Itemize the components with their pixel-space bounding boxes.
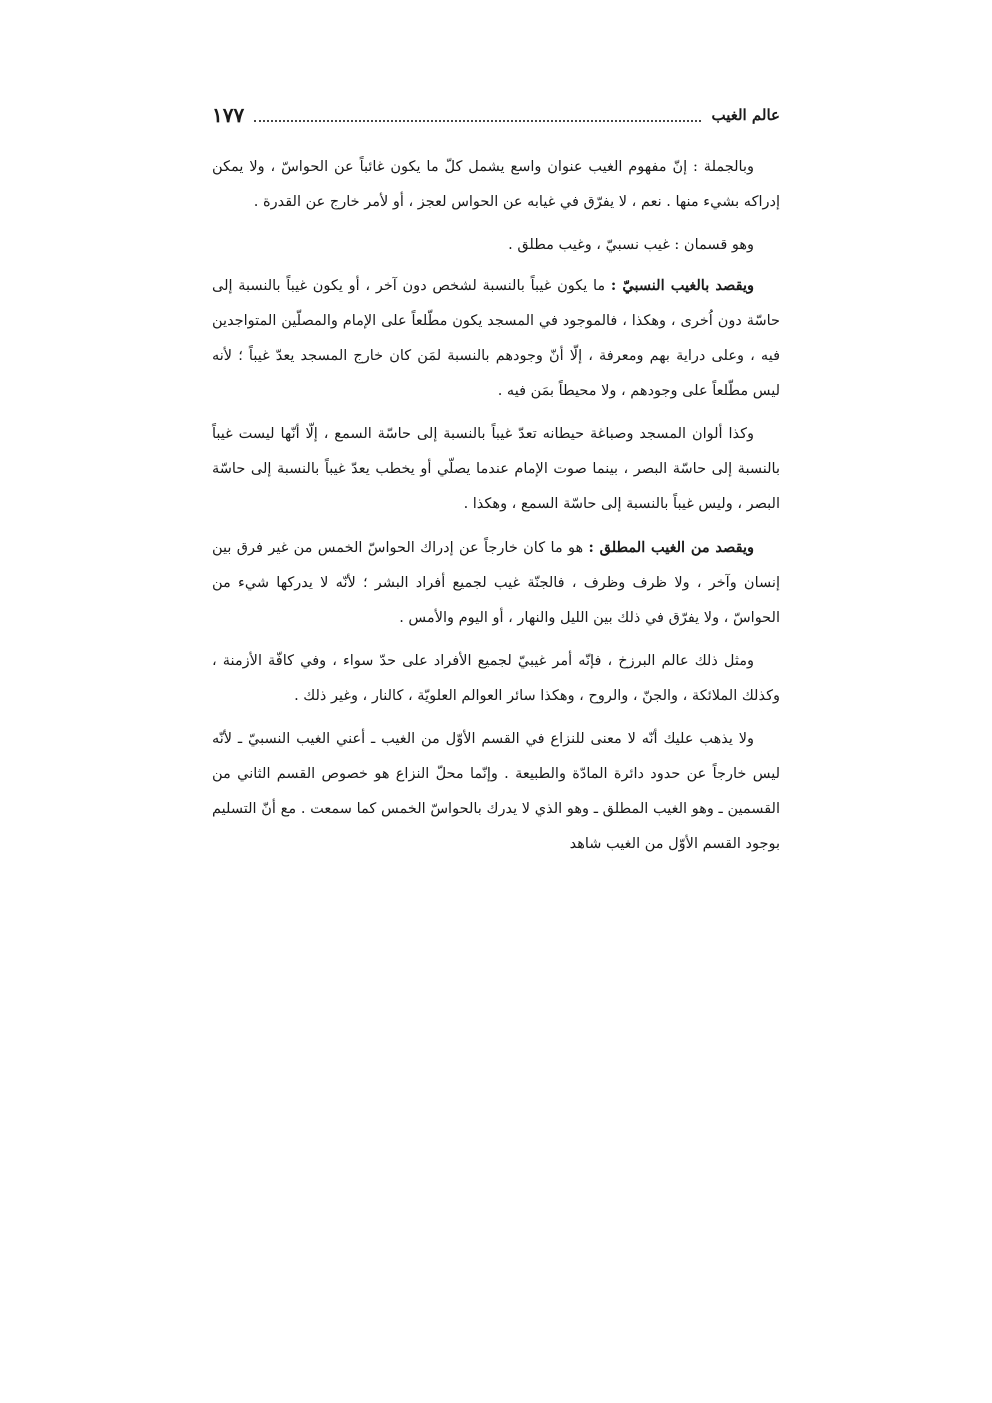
paragraph-lead: ويقصد بالغيب النسبيّ : bbox=[610, 277, 754, 294]
leader-dots bbox=[254, 108, 701, 122]
paragraph-text: ولا يذهب عليك أنّه لا معنى للنزاع في القسم الأوّل من الغيب ـ أعني الغيب النسبيّ ـ لأنّه ليس خارجاً عن حدود دائرة المادّة والطبيعة . وإنّما محلّ النزاع هو خصوص القسم الثاني من القسمين ـ وهو الغيب المطلق ـ وهو الذي لا يدرك بالحواسّ الخمس كما سمعت . مع أنّ التسليم بوجود القسم الأوّل من الغيب شاهد bbox=[212, 731, 780, 852]
paragraph bbox=[212, 417, 780, 522]
paragraph-text: وبالجملة : إنّ مفهوم الغيب عنوان واسع يشمل كلّ ما يكون غائباً عن الحواسّ ، ولا يمكن إدراكه بشيء منها . نعم ، لا يفرّق في غيابه عن الحواس لعجز ، أو لأمر خارج عن القدرة . bbox=[212, 159, 780, 210]
paragraph-text: هو ما كان خارجاً عن إدراك الحواسّ الخمس من غير فرق بين إنسان وآخر ، ولا ظرف وظرف ، فالجنّة غيب لجميع أفراد البشر ؛ لأنّه لا يدركها شيء من الحواسّ ، ولا يفرّق في ذلك بين الليل والنهار ، أو اليوم والأمس . bbox=[212, 540, 780, 626]
paragraph bbox=[212, 530, 780, 636]
paragraph-text: وهو قسمان : غيب نسبيّ ، وغيب مطلق . bbox=[508, 237, 754, 253]
paragraph-text: ومثل ذلك عالم البرزخ ، فإنّه أمر غيبيّ لجميع الأفراد على حدّ سواء ، وفي كافّة الأزمنة ، وكذلك الملائكة ، والجنّ ، والروح ، وهكذا سائر العوالم العلويّة ، كالنار ، وغير ذلك . bbox=[212, 653, 780, 704]
running-header bbox=[212, 100, 780, 130]
paragraph bbox=[212, 644, 780, 714]
paragraph bbox=[212, 150, 780, 220]
paragraph bbox=[212, 228, 780, 263]
chapter-title: عالم الغيب bbox=[711, 106, 780, 124]
page-body bbox=[212, 150, 780, 870]
paragraph-lead: ويقصد من الغيب المطلق : bbox=[588, 539, 754, 556]
paragraph-text: وكذا ألوان المسجد وصباغة حيطانه تعدّ غيباً بالنسبة إلى حاسّة السمع ، إلّا أنّها ليست غيباً بالنسبة إلى حاسّة البصر ، بينما صوت الإمام عندما يصلّي أو يخطب يعدّ غيباً بالنسبة إلى حاسّة البصر ، وليس غيباً بالنسبة إلى حاسّة السمع ، وهكذا . bbox=[212, 426, 780, 512]
paragraph bbox=[212, 722, 780, 862]
book-page bbox=[212, 0, 780, 1403]
paragraph bbox=[212, 268, 780, 409]
page-number: ١٧٧ bbox=[212, 103, 245, 127]
paragraph-text: ما يكون غيباً بالنسبة لشخص دون آخر ، أو يكون غيباً بالنسبة إلى حاسّة دون اُخرى ، وهكذا ، فالموجود في المسجد يكون مطّلعاً على الإمام والمصلّين المتواجدين فيه ، وعلى دراية بهم ومعرفة ، إلّا أنّ وجودهم بالنسبة لمَن كان خارج المسجد يعدّ غيباً ؛ لأنه ليس مطّلعاً على وجودهم ، ولا محيطاً بمَن فيه . bbox=[212, 278, 780, 399]
